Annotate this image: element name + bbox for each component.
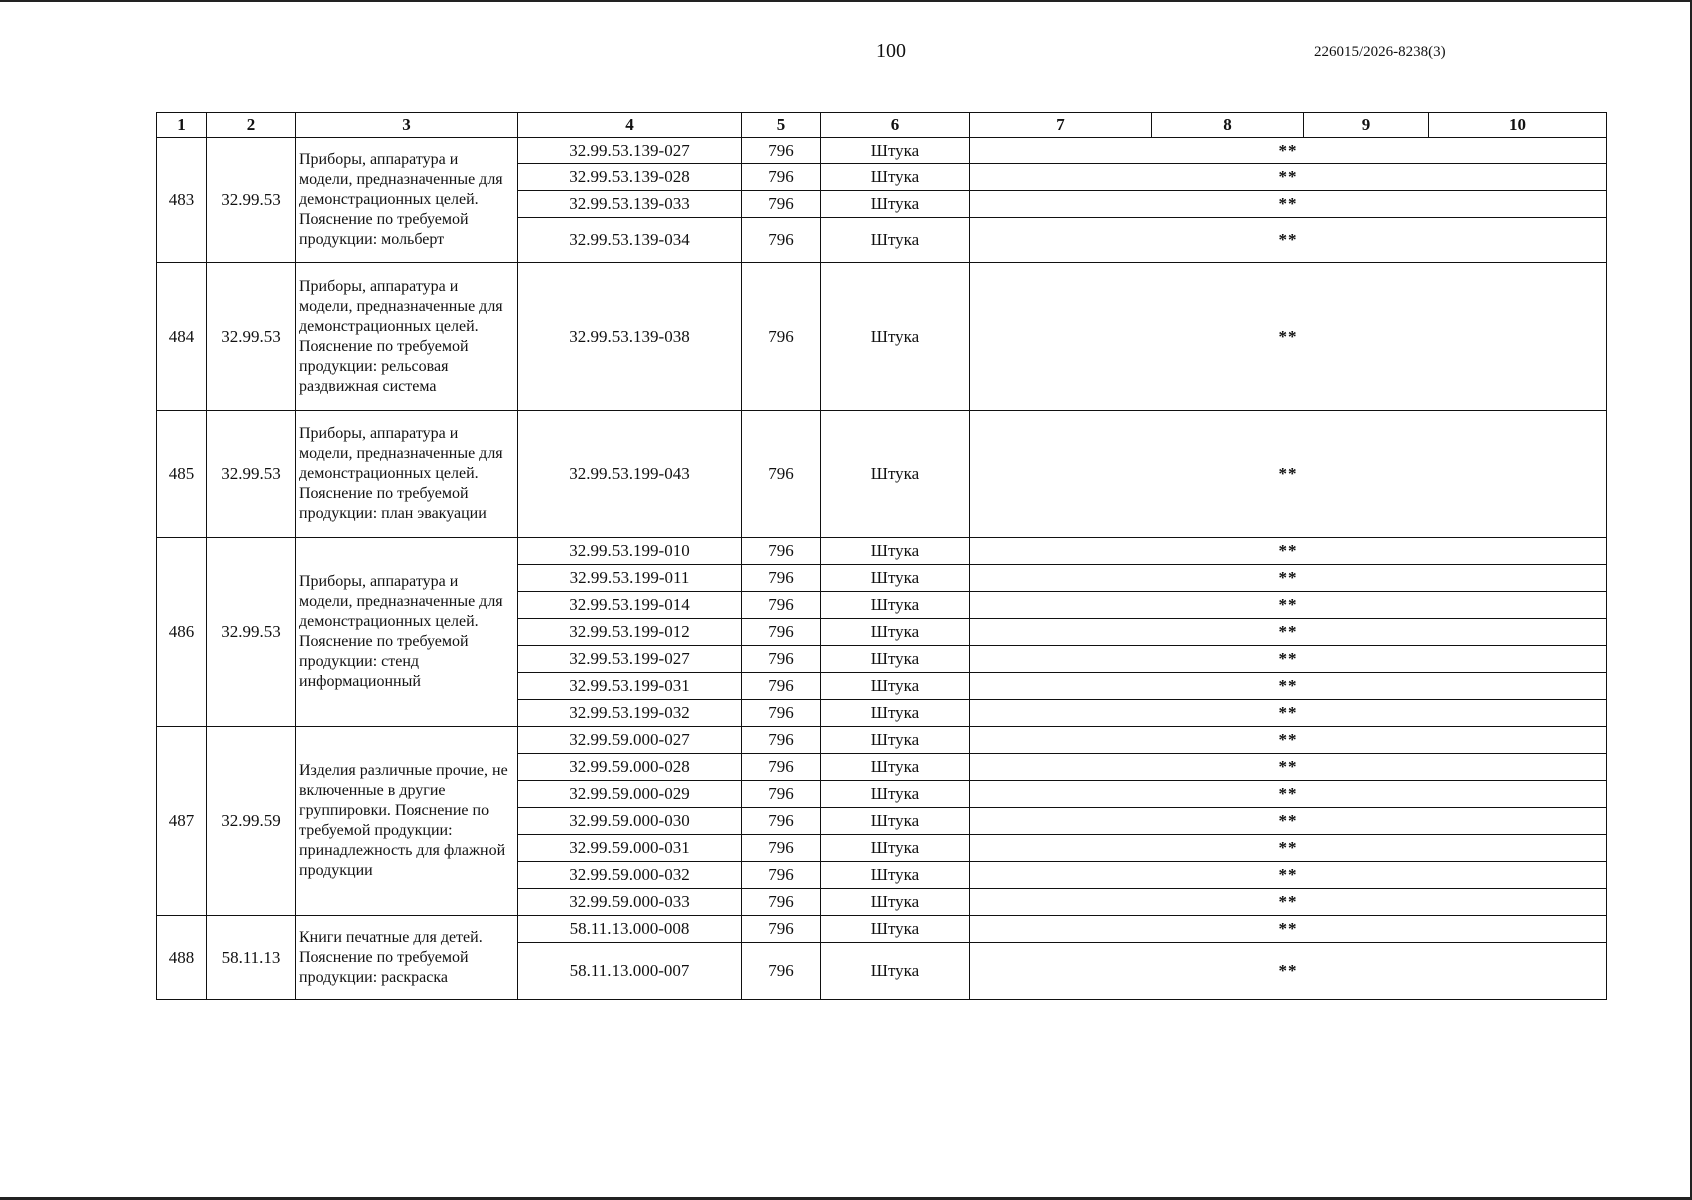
note-cell: ** <box>970 862 1607 889</box>
okpd-group-code-cell: 32.99.53 <box>207 411 296 538</box>
ktru-code-cell: 32.99.53.199-027 <box>518 646 742 673</box>
products-table <box>156 112 1607 1000</box>
okpd-group-code-cell: 32.99.59 <box>207 727 296 916</box>
okei-code-cell: 796 <box>742 700 821 727</box>
unit-name-cell: Штука <box>821 138 970 164</box>
okei-code-cell: 796 <box>742 565 821 592</box>
unit-name-cell: Штука <box>821 835 970 862</box>
ktru-code-cell: 32.99.59.000-033 <box>518 889 742 916</box>
okei-code-cell: 796 <box>742 727 821 754</box>
table-row <box>157 916 1607 943</box>
product-description-cell: Книги печатные для детей. Пояснение по требуемой продукции: раскраска <box>296 916 518 1000</box>
product-description-cell: Приборы, аппаратура и модели, предназначенные для демонстрационных целей. Пояснение по требуемой продукции: мольберт <box>296 138 518 263</box>
okei-code-cell: 796 <box>742 646 821 673</box>
column-header-8: 8 <box>1152 113 1304 138</box>
product-description-cell: Приборы, аппаратура и модели, предназначенные для демонстрационных целей. Пояснение по требуемой продукции: рельсовая раздвижная система <box>296 263 518 411</box>
ktru-code-cell: 32.99.53.139-028 <box>518 164 742 191</box>
document-code: 226015/2026-8238(3) <box>1314 44 1446 60</box>
unit-name-cell: Штука <box>821 592 970 619</box>
column-header-5: 5 <box>742 113 821 138</box>
ktru-code-cell: 32.99.59.000-032 <box>518 862 742 889</box>
note-cell: ** <box>970 218 1607 263</box>
unit-name-cell: Штука <box>821 700 970 727</box>
note-cell: ** <box>970 835 1607 862</box>
okei-code-cell: 796 <box>742 943 821 1000</box>
note-cell: ** <box>970 889 1607 916</box>
note-cell: ** <box>970 646 1607 673</box>
okpd-group-code-cell: 32.99.53 <box>207 538 296 727</box>
okei-code-cell: 796 <box>742 619 821 646</box>
row-number-cell: 486 <box>157 538 207 727</box>
note-cell: ** <box>970 727 1607 754</box>
unit-name-cell: Штука <box>821 411 970 538</box>
column-header-4: 4 <box>518 113 742 138</box>
okei-code-cell: 796 <box>742 754 821 781</box>
okei-code-cell: 796 <box>742 781 821 808</box>
table-row <box>157 411 1607 538</box>
unit-name-cell: Штука <box>821 808 970 835</box>
row-number-cell: 484 <box>157 263 207 411</box>
okei-code-cell: 796 <box>742 808 821 835</box>
ktru-code-cell: 32.99.53.199-031 <box>518 673 742 700</box>
row-number-cell: 487 <box>157 727 207 916</box>
note-cell: ** <box>970 916 1607 943</box>
table-row <box>157 538 1607 565</box>
ktru-code-cell: 32.99.53.199-043 <box>518 411 742 538</box>
unit-name-cell: Штука <box>821 619 970 646</box>
okei-code-cell: 796 <box>742 263 821 411</box>
column-header-6: 6 <box>821 113 970 138</box>
ktru-code-cell: 32.99.59.000-031 <box>518 835 742 862</box>
okpd-group-code-cell: 58.11.13 <box>207 916 296 1000</box>
okei-code-cell: 796 <box>742 164 821 191</box>
column-header-3: 3 <box>296 113 518 138</box>
okei-code-cell: 796 <box>742 862 821 889</box>
ktru-code-cell: 32.99.53.199-014 <box>518 592 742 619</box>
table-row <box>157 263 1607 411</box>
column-header-2: 2 <box>207 113 296 138</box>
okei-code-cell: 796 <box>742 889 821 916</box>
note-cell: ** <box>970 164 1607 191</box>
ktru-code-cell: 32.99.59.000-027 <box>518 727 742 754</box>
unit-name-cell: Штука <box>821 943 970 1000</box>
note-cell: ** <box>970 565 1607 592</box>
row-number-cell: 488 <box>157 916 207 1000</box>
note-cell: ** <box>970 538 1607 565</box>
okei-code-cell: 796 <box>742 411 821 538</box>
note-cell: ** <box>970 263 1607 411</box>
unit-name-cell: Штука <box>821 889 970 916</box>
note-cell: ** <box>970 673 1607 700</box>
table-row <box>157 138 1607 164</box>
unit-name-cell: Штука <box>821 218 970 263</box>
okei-code-cell: 796 <box>742 218 821 263</box>
okei-code-cell: 796 <box>742 592 821 619</box>
okpd-group-code-cell: 32.99.53 <box>207 263 296 411</box>
ktru-code-cell: 32.99.53.199-012 <box>518 619 742 646</box>
ktru-code-cell: 32.99.59.000-029 <box>518 781 742 808</box>
unit-name-cell: Штука <box>821 916 970 943</box>
ktru-code-cell: 32.99.59.000-028 <box>518 754 742 781</box>
ktru-code-cell: 32.99.53.199-010 <box>518 538 742 565</box>
unit-name-cell: Штука <box>821 263 970 411</box>
page-number: 100 <box>876 40 906 62</box>
ktru-code-cell: 32.99.53.139-038 <box>518 263 742 411</box>
unit-name-cell: Штука <box>821 646 970 673</box>
note-cell: ** <box>970 943 1607 1000</box>
note-cell: ** <box>970 619 1607 646</box>
okei-code-cell: 796 <box>742 673 821 700</box>
note-cell: ** <box>970 191 1607 218</box>
product-description-cell: Изделия различные прочие, не включенные в другие группировки. Пояснение по требуемой продукции: принадлежность для флажной продукции <box>296 727 518 916</box>
unit-name-cell: Штука <box>821 565 970 592</box>
column-header-10: 10 <box>1429 113 1607 138</box>
unit-name-cell: Штука <box>821 727 970 754</box>
okei-code-cell: 796 <box>742 916 821 943</box>
unit-name-cell: Штука <box>821 862 970 889</box>
unit-name-cell: Штука <box>821 164 970 191</box>
okei-code-cell: 796 <box>742 138 821 164</box>
okei-code-cell: 796 <box>742 538 821 565</box>
ktru-code-cell: 32.99.59.000-030 <box>518 808 742 835</box>
ktru-code-cell: 32.99.53.199-011 <box>518 565 742 592</box>
column-header-1: 1 <box>157 113 207 138</box>
table-row <box>157 727 1607 754</box>
row-number-cell: 485 <box>157 411 207 538</box>
note-cell: ** <box>970 700 1607 727</box>
okei-code-cell: 796 <box>742 191 821 218</box>
column-header-7: 7 <box>970 113 1152 138</box>
unit-name-cell: Штука <box>821 673 970 700</box>
note-cell: ** <box>970 411 1607 538</box>
okpd-group-code-cell: 32.99.53 <box>207 138 296 263</box>
scan-edge-top <box>0 0 1692 2</box>
ktru-code-cell: 32.99.53.199-032 <box>518 700 742 727</box>
ktru-code-cell: 32.99.53.139-033 <box>518 191 742 218</box>
ktru-code-cell: 58.11.13.000-007 <box>518 943 742 1000</box>
unit-name-cell: Штука <box>821 754 970 781</box>
note-cell: ** <box>970 781 1607 808</box>
note-cell: ** <box>970 592 1607 619</box>
okei-code-cell: 796 <box>742 835 821 862</box>
unit-name-cell: Штука <box>821 781 970 808</box>
table-header-row <box>157 113 1607 138</box>
unit-name-cell: Штука <box>821 538 970 565</box>
column-header-9: 9 <box>1304 113 1429 138</box>
ktru-code-cell: 32.99.53.139-027 <box>518 138 742 164</box>
note-cell: ** <box>970 138 1607 164</box>
product-description-cell: Приборы, аппаратура и модели, предназначенные для демонстрационных целей. Пояснение по требуемой продукции: план эвакуации <box>296 411 518 538</box>
ktru-code-cell: 32.99.53.139-034 <box>518 218 742 263</box>
product-description-cell: Приборы, аппаратура и модели, предназначенные для демонстрационных целей. Пояснение по требуемой продукции: стенд информационный <box>296 538 518 727</box>
row-number-cell: 483 <box>157 138 207 263</box>
note-cell: ** <box>970 754 1607 781</box>
unit-name-cell: Штука <box>821 191 970 218</box>
ktru-code-cell: 58.11.13.000-008 <box>518 916 742 943</box>
note-cell: ** <box>970 808 1607 835</box>
